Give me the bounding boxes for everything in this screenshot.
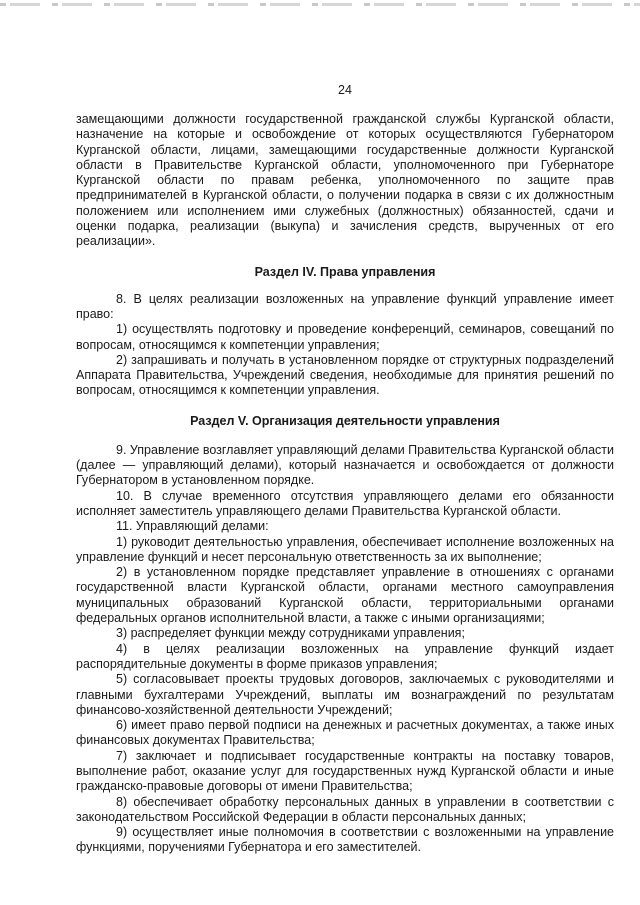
paragraph-11-item-6: 6) имеет право первой подписи на денежных и расчетных документах, а также иных финансовых документах Правительства; <box>76 718 614 748</box>
document-page <box>76 82 614 856</box>
intro-paragraph: замещающими должности государственной гражданской службы Курганской области, назначение на которые и освобождение от которых осуществляются Губернатором Курганской области, лицами, замещающими государственные должности Курганской области в Правительстве Курганской области, уполномоченного при Губернаторе Курганской области по правам ребенка, уполномоченного по защите прав предпринимателей в Курганской области, о получении подарка в связи с их должностным положением или исполнением ими служебных (должностных) обязанностей, сдачи и оценки подарка, реализации (выкупа) и зачисления средств, вырученных от его реализации». <box>76 112 614 249</box>
paragraph-8-item-2: 2) запрашивать и получать в установленном порядке от структурных подразделений Аппарата Правительства, Учреждений сведения, необходимые для принятия решений по вопросам, относящимся к компетенции управления. <box>76 352 614 398</box>
paragraph-11-item-8: 8) обеспечивает обработку персональных данных в управлении в соответствии с законодательством Российской Федерации в области персональных данных; <box>76 794 614 824</box>
paragraph-11: 11. Управляющий делами: <box>116 519 269 534</box>
paragraph-11-item-7: 7) заключает и подписывает государственные контракты на поставку товаров, выполнение работ, оказание услуг для государственных нужд Курганской области и иные гражданско-правовые договоры от имени Правительства; <box>76 748 614 794</box>
page-number: 24 <box>338 83 352 97</box>
paragraph-11-item-2: 2) в установленном порядке представляет управление в отношениях с органами государственной власти Курганской области, органами местного самоуправления муниципальных образований Курганской области, территориальными органами федеральных органов исполнительной власти, а также с иными организациями; <box>76 565 614 626</box>
paragraph-8-item-1: 1) осуществлять подготовку и проведение конференций, семинаров, совещаний по вопросам, относящимся к компетенции управления; <box>76 322 614 352</box>
section-4-heading: Раздел IV. Права управления <box>254 264 436 279</box>
paragraph-10: 10. В случае временного отсутствия управляющего делами его обязанности исполняет заместитель управляющего делами Правительства Курганской области. <box>76 488 614 518</box>
scan-artifact-line <box>0 3 640 6</box>
paragraph-11-item-3: 3) распределяет функции между сотрудниками управления; <box>116 626 465 641</box>
paragraph-11-item-9: 9) осуществляет иные полномочия в соответствии с возложенными на управление функциями, поручениями Губернатора и его заместителей. <box>76 825 614 855</box>
section-5-heading: Раздел V. Организация деятельности управления <box>190 413 500 428</box>
paragraph-11-item-1: 1) руководит деятельностью управления, обеспечивает исполнение возложенных на управление функций и несет персональную ответственность за их выполнение; <box>76 534 614 564</box>
paragraph-11-item-4: 4) в целях реализации возложенных на управление функций издает распорядительные документы в форме приказов управления; <box>76 641 614 671</box>
paragraph-8: 8. В целях реализации возложенных на управление функций управление имеет право: <box>76 291 614 321</box>
paragraph-11-item-5: 5) согласовывает проекты трудовых договоров, заключаемых с руководителями и главными бухгалтерами Учреждений, выплаты им вознаграждений по результатам финансово-хозяйственной деятельности Учреждений; <box>76 672 614 717</box>
paragraph-9: 9. Управление возглавляет управляющий делами Правительства Курганской области (далее — управляющий делами), который назначается и освобождается от должности Губернатором в установленном порядке. <box>76 442 614 488</box>
